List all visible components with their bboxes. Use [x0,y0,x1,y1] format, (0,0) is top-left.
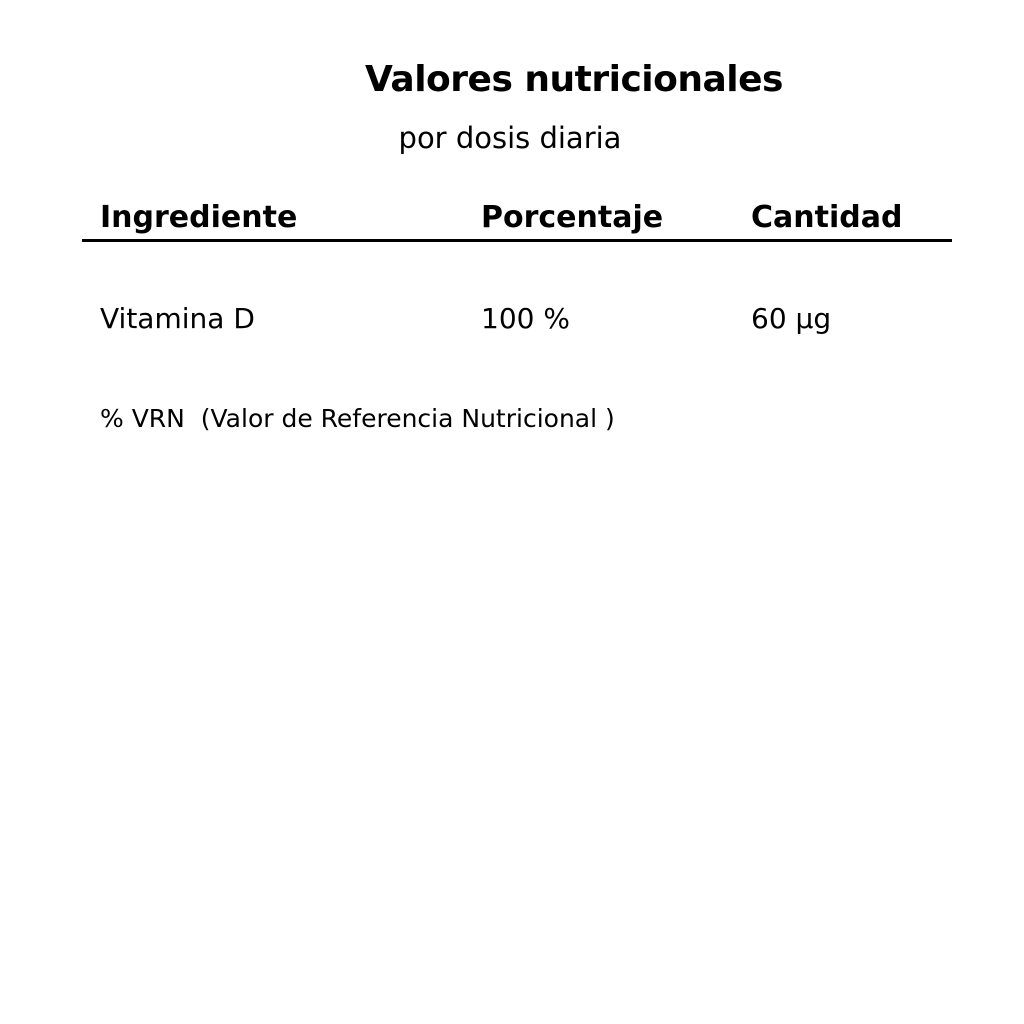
header-divider-rule [82,239,952,242]
page-subtitle: por dosis diaria [398,121,622,155]
column-header-cantidad: Cantidad [751,200,903,235]
page-title: Valores nutricionales [365,59,783,100]
table-row-cell-quantity: 60 µg [751,302,832,335]
column-header-porcentaje: Porcentaje [481,200,664,235]
table-row-cell-percentage: 100 % [481,302,570,335]
table-row-cell-ingredient: Vitamina D [100,302,255,335]
vrn-footnote: % VRN (Valor de Referencia Nutricional ) [100,404,615,433]
column-header-ingrediente: Ingrediente [100,200,298,235]
